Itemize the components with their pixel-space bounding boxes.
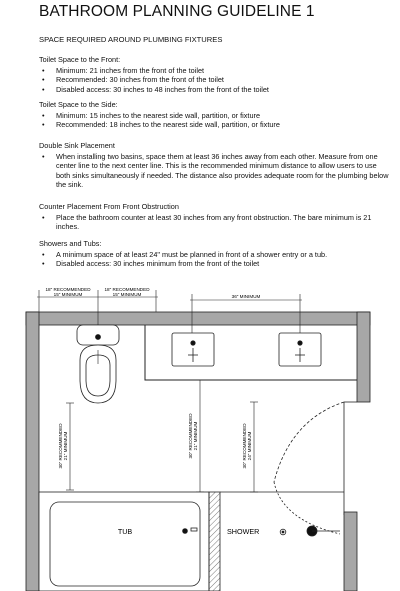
list-item: • A minimum space of at least 24" must be planned in front of a shower entry or a tub.: [39, 250, 389, 260]
dimension-label: 24" MINIMUM: [247, 431, 252, 461]
wall-top: [26, 312, 370, 325]
dimension-label: 21" MINIMUM: [63, 431, 68, 461]
list-item: • Disabled access: 30 inches minimum from the front of the toilet: [39, 259, 389, 269]
dimension-label: 15" MINIMUM: [112, 292, 142, 297]
shower-label: SHOWER: [227, 527, 260, 536]
toilet-flush-icon: [96, 335, 101, 340]
wall-right-lower: [344, 512, 357, 591]
list-item: • Minimum: 15 inches to the nearest side wall, partition, or fixture: [39, 111, 389, 121]
section-heading: Toilet Space to the Front:: [39, 55, 121, 64]
wall-left: [26, 312, 39, 591]
faucet-icon: [298, 341, 302, 345]
list-item: • Disabled access: 30 inches to 48 inches from the front of the toilet: [39, 85, 389, 95]
dimension-label: 18" RECOMMENDED: [45, 287, 91, 292]
wall-right: [357, 312, 370, 402]
partition-wall: [209, 492, 220, 591]
tub-faucet-icon: [191, 528, 197, 531]
sink-right: [279, 333, 321, 366]
section-heading: Counter Placement From Front Obstruction: [39, 202, 179, 211]
door-swing: [274, 402, 357, 515]
section-heading: Double Sink Placement: [39, 141, 115, 150]
dimension-label: 30" RECOMMENDED: [58, 423, 63, 469]
shower-fixtures: [280, 526, 340, 536]
shower-door-arc: [274, 482, 340, 534]
dimension-label: 15" MINIMUM: [53, 292, 83, 297]
tub-label: TUB: [117, 527, 133, 536]
list-item: • Place the bathroom counter at least 30 inches from any front obstruction. The bare minimum is 21 inches.: [39, 213, 389, 232]
list-item: • When installing two basins, space them at least 36 inches away from each other. Measure from one center line to the next center line. This is the recommended minimum distance to allow users to use both sinks simultaneously if needed. The distance also provides adequate room for the plumbing below the sink.: [39, 152, 389, 190]
drain-icon: [183, 529, 188, 534]
section-heading: Toilet Space to the Side:: [39, 100, 118, 109]
page-subtitle: SPACE REQUIRED AROUND PLUMBING FIXTURES: [39, 35, 223, 44]
dimension-label: 30" RECOMMENDED: [188, 413, 193, 459]
list-item: • Recommended: 18 inches to the nearest side wall, partition, or fixture: [39, 120, 389, 130]
sink-left: [172, 333, 214, 366]
section-heading: Showers and Tubs:: [39, 239, 102, 248]
dimension-label: 21" MINIMUM: [193, 421, 198, 451]
page-title: BATHROOM PLANNING GUIDELINE 1: [39, 3, 315, 20]
bathtub: [39, 492, 209, 591]
faucet-icon: [191, 341, 195, 345]
dimension-label: 30" RECOMMENDED: [242, 423, 247, 469]
dimension-label: 18" RECOMMENDED: [104, 287, 150, 292]
list-item: • Recommended: 30 inches from the front of the toilet: [39, 75, 389, 85]
list-item: • Minimum: 21 inches from the front of the toilet: [39, 66, 389, 76]
dimension-label: 36" MINIMUM: [231, 294, 261, 299]
